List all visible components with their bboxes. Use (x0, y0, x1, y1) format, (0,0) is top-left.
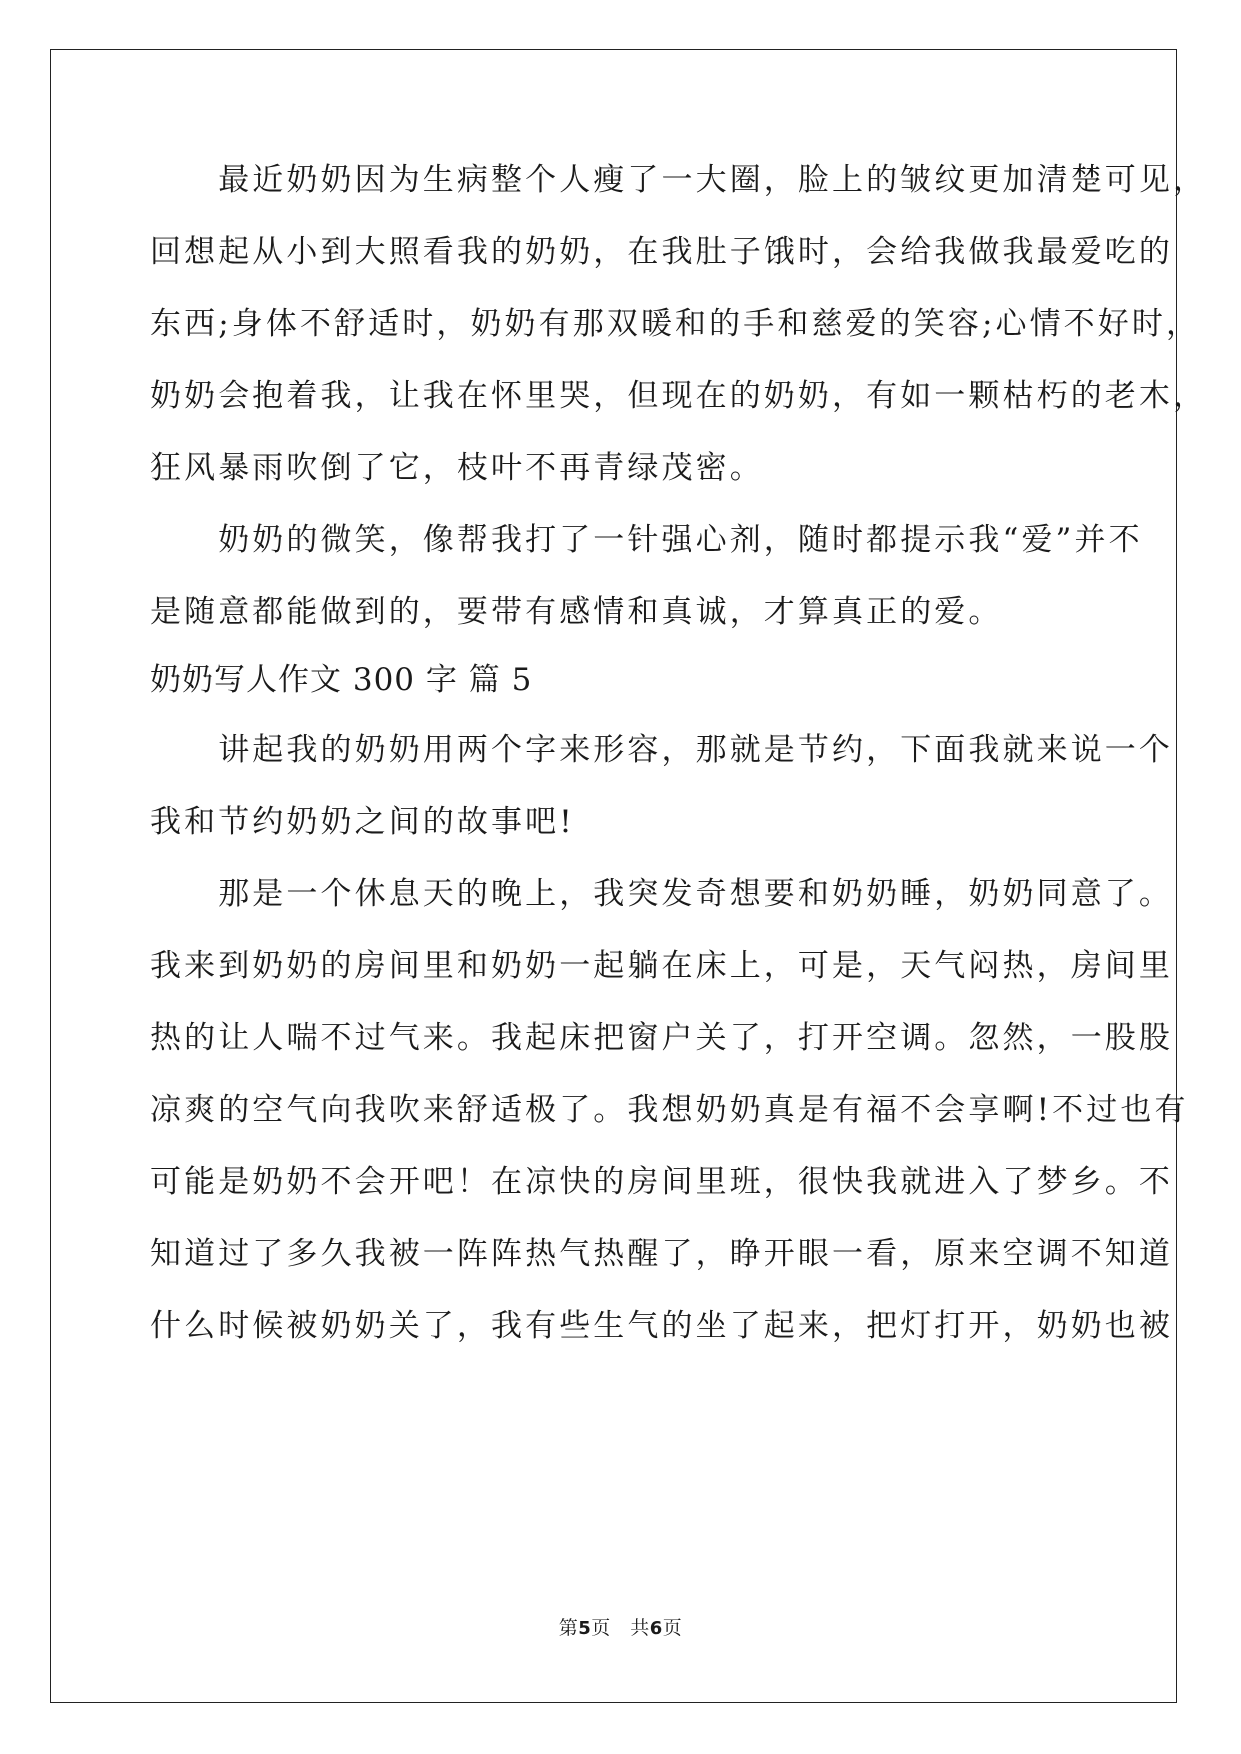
text-line: 我和节约奶奶之间的故事吧! (150, 804, 575, 840)
text-line: 热的让人喘不过气来。我起床把窗户关了，打开空调。忽然，一股股 (150, 1020, 1173, 1056)
text-line: 最近奶奶因为生病整个人瘦了一大圈，脸上的皱纹更加清楚可见， (150, 162, 1208, 198)
text-line: 奶奶会抱着我，让我在怀里哭，但现在的奶奶，有如一颗枯朽的老木， (150, 378, 1208, 414)
text-line: 讲起我的奶奶用两个字来形容，那就是节约，下面我就来说一个 (150, 732, 1173, 768)
text-line: 回想起从小到大照看我的奶奶，在我肚子饿时，会给我做我最爱吃的 (150, 234, 1173, 270)
current-page-number: 5 (578, 1618, 592, 1639)
text-line: 奶奶的微笑，像帮我打了一针强心剂，随时都提示我“爱”并不 (150, 522, 1143, 558)
page-footer (0, 1616, 1241, 1641)
footer-prefix: 第 (558, 1617, 579, 1639)
footer-suffix: 页 (662, 1617, 683, 1639)
text-line: 狂风暴雨吹倒了它，枝叶不再青绿茂密。 (150, 450, 764, 486)
footer-mid: 页 共 (591, 1617, 650, 1639)
total-page-number: 6 (649, 1618, 663, 1639)
section-heading: 奶奶写人作文 300 字 篇 5 (150, 662, 533, 698)
text-line: 可能是奶奶不会开吧！在凉快的房间里班，很快我就进入了梦乡。不 (150, 1164, 1173, 1200)
text-line: 是随意都能做到的，要带有感情和真诚，才算真正的爱。 (150, 594, 1003, 630)
text-line: 我来到奶奶的房间里和奶奶一起躺在床上，可是，天气闷热，房间里 (150, 948, 1173, 984)
text-line: 知道过了多久我被一阵阵热气热醒了，睁开眼一看，原来空调不知道 (150, 1236, 1173, 1272)
text-line: 凉爽的空气向我吹来舒适极了。我想奶奶真是有福不会享啊!不过也有 (150, 1092, 1189, 1128)
text-line: 东西;身体不舒适时，奶奶有那双暖和的手和慈爱的笑容;心情不好时， (150, 306, 1201, 342)
text-line: 那是一个休息天的晚上，我突发奇想要和奶奶睡，奶奶同意了。 (150, 876, 1173, 912)
text-line: 什么时候被奶奶关了，我有些生气的坐了起来，把灯打开，奶奶也被 (150, 1308, 1173, 1344)
